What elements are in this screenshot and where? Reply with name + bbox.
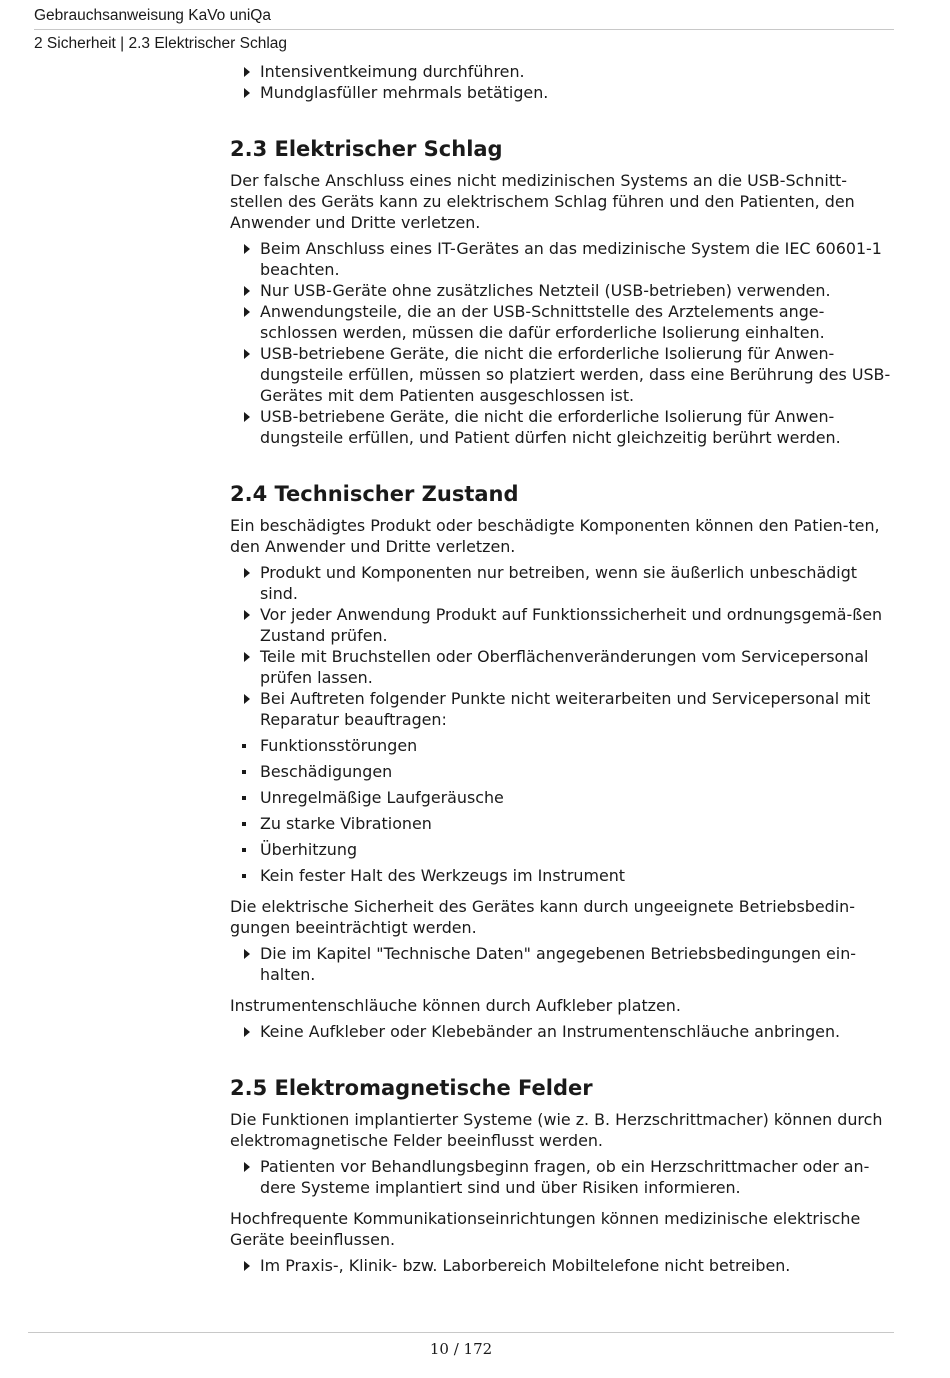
- list-item: Überhitzung: [230, 839, 894, 860]
- step-item: Produkt und Komponenten nur betreiben, wenn sie äußerlich unbeschädigt sind.: [230, 562, 894, 604]
- triangle-bullet-icon: [244, 412, 250, 422]
- header-divider: [34, 29, 894, 30]
- section-2-5-step-list-2: [230, 1255, 894, 1276]
- triangle-bullet-icon: [244, 88, 250, 98]
- list-item: Zu starke Vibrationen: [230, 813, 894, 834]
- triangle-bullet-icon: [244, 307, 250, 317]
- step-item: Intensiventkeimung durchführen.: [230, 61, 894, 82]
- list-item: Beschädigungen: [230, 761, 894, 782]
- step-item: Nur USB-Geräte ohne zusätzliches Netzteil (USB-betrieben) verwenden.: [230, 280, 894, 301]
- page-number: 10 / 172: [429, 1340, 493, 1358]
- square-bullet-icon: [242, 822, 246, 826]
- step-item: USB-betriebene Geräte, die nicht die erforderliche Isolierung für Anwen-dungsteile erfüllen, und Patient dürfen nicht gleichzeitig berührt werden.: [230, 406, 894, 448]
- triangle-bullet-icon: [244, 568, 250, 578]
- triangle-bullet-icon: [244, 67, 250, 77]
- square-bullet-icon: [242, 874, 246, 878]
- step-item: Die im Kapitel "Technische Daten" angegebenen Betriebsbedingungen ein-halten.: [230, 943, 894, 985]
- section-2-3-step-list: [230, 238, 894, 448]
- step-item: Bei Auftreten folgender Punkte nicht weiterarbeiten und Servicepersonal mit Reparatur beauftragen:: [230, 688, 894, 730]
- section-2-5-paragraph-2: Hochfrequente Kommunikationseinrichtungen können medizinische elektrische Geräte beeinflussen.: [230, 1209, 861, 1249]
- section-2-4-step-list: [230, 562, 894, 730]
- step-item: Teile mit Bruchstellen oder Oberflächenveränderungen vom Servicepersonal prüfen lassen.: [230, 646, 894, 688]
- section-heading-2-5: 2.5 Elektromagnetische Felder: [230, 1076, 593, 1100]
- step-item: USB-betriebene Geräte, die nicht die erforderliche Isolierung für Anwen-dungsteile erfüllen, müssen so platziert werden, dass eine Berührung des USB-Gerätes mit dem Patienten ausgeschlossen ist.: [230, 343, 894, 406]
- square-bullet-icon: [242, 744, 246, 748]
- list-item: Kein fester Halt des Werkzeugs im Instrument: [230, 865, 894, 886]
- triangle-bullet-icon: [244, 1261, 250, 1271]
- section-2-3-paragraph: Der falsche Anschluss eines nicht medizinischen Systems an die USB-Schnitt-stellen des Geräts kann zu elektrischem Schlag führen und den Patienten, den Anwender und Dritte verletzen.: [230, 171, 855, 232]
- footer-divider: [28, 1332, 894, 1333]
- malfunction-bullet-list: [230, 735, 894, 886]
- section-2-4-paragraph-2: Die elektrische Sicherheit des Gerätes kann durch ungeeignete Betriebsbedin-gungen beeinträchtigt werden.: [230, 897, 855, 937]
- triangle-bullet-icon: [244, 949, 250, 959]
- section-2-4-step-list-3: [230, 1021, 894, 1042]
- triangle-bullet-icon: [244, 610, 250, 620]
- triangle-bullet-icon: [244, 1027, 250, 1037]
- square-bullet-icon: [242, 770, 246, 774]
- triangle-bullet-icon: [244, 286, 250, 296]
- triangle-bullet-icon: [244, 1162, 250, 1172]
- triangle-bullet-icon: [244, 244, 250, 254]
- step-item: Beim Anschluss eines IT-Gerätes an das medizinische System die IEC 60601-1 beachten.: [230, 238, 894, 280]
- step-item: Anwendungsteile, die an der USB-Schnittstelle des Arztelements ange-schlossen werden, müssen die dafür erforderliche Isolierung einhalten.: [230, 301, 894, 343]
- triangle-bullet-icon: [244, 694, 250, 704]
- triangle-bullet-icon: [244, 349, 250, 359]
- square-bullet-icon: [242, 848, 246, 852]
- page-footer: [28, 1332, 894, 1358]
- section-2-5-paragraph: Die Funktionen implantierter Systeme (wie z. B. Herzschrittmacher) können durch elektromagnetische Felder beeinflusst werden.: [230, 1110, 883, 1150]
- page-content: [230, 61, 894, 1276]
- section-2-5-step-list: [230, 1156, 894, 1198]
- section-2-4-paragraph: Ein beschädigtes Produkt oder beschädigte Komponenten können den Patien-ten, den Anwender und Dritte verletzen.: [230, 516, 880, 556]
- step-item: Im Praxis-, Klinik- bzw. Laborbereich Mobiltelefone nicht betreiben.: [230, 1255, 894, 1276]
- step-item: Keine Aufkleber oder Klebebänder an Instrumentenschläuche anbringen.: [230, 1021, 894, 1042]
- list-item: Unregelmäßige Laufgeräusche: [230, 787, 894, 808]
- step-item: Vor jeder Anwendung Produkt auf Funktionssicherheit und ordnungsgemä-ßen Zustand prüfen.: [230, 604, 894, 646]
- section-heading-2-4: 2.4 Technischer Zustand: [230, 482, 519, 506]
- breadcrumb: 2 Sicherheit | 2.3 Elektrischer Schlag: [34, 35, 288, 52]
- intro-step-list: [230, 61, 894, 103]
- step-item: Mundglasfüller mehrmals betätigen.: [230, 82, 894, 103]
- square-bullet-icon: [242, 796, 246, 800]
- document-title: Gebrauchsanweisung KaVo uniQa: [34, 7, 271, 24]
- list-item: Funktionsstörungen: [230, 735, 894, 756]
- section-2-4-step-list-2: [230, 943, 894, 985]
- step-item: Patienten vor Behandlungsbeginn fragen, ob ein Herzschrittmacher oder an-dere Systeme implantiert sind und über Risiken informieren.: [230, 1156, 894, 1198]
- page-header: [34, 6, 894, 54]
- section-heading-2-3: 2.3 Elektrischer Schlag: [230, 137, 503, 161]
- triangle-bullet-icon: [244, 652, 250, 662]
- section-2-4-paragraph-3: Instrumentenschläuche können durch Aufkleber platzen.: [230, 996, 681, 1015]
